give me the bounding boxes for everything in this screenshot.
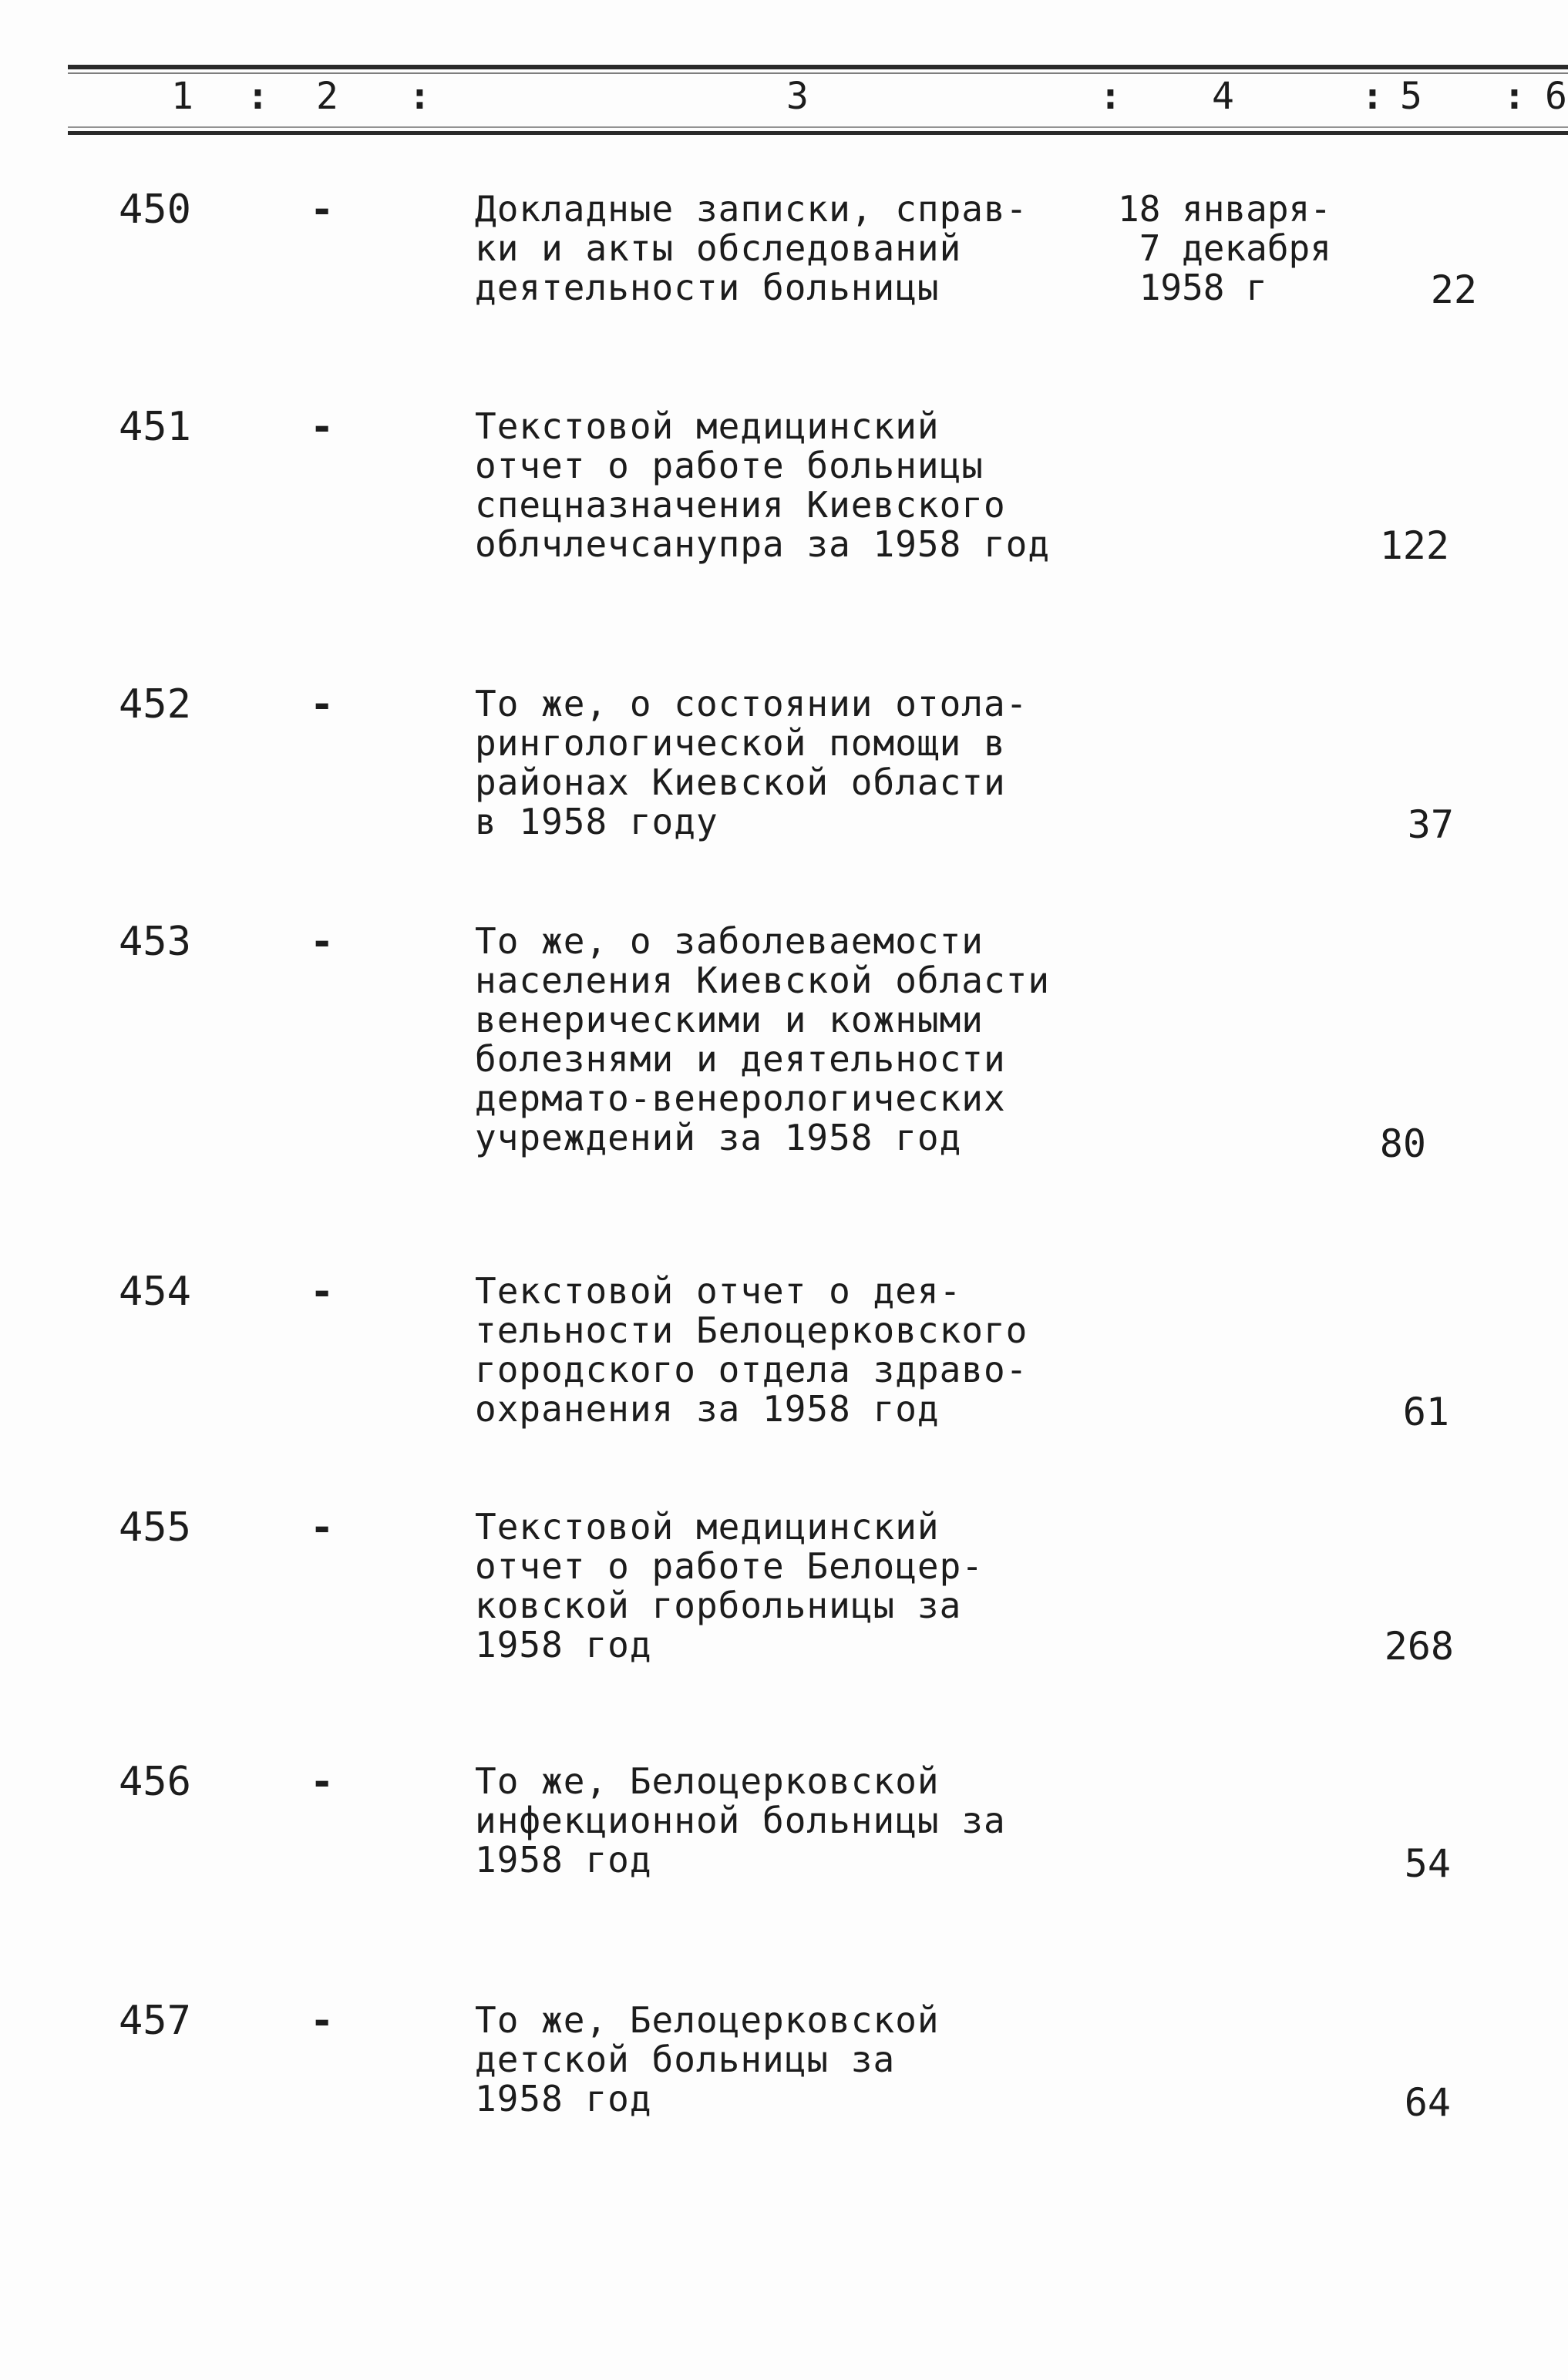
item-sheet-count: 268 [1384,1624,1454,1669]
item-number: 455 [119,1504,191,1551]
item-number: 453 [119,919,191,965]
header-bottom-rule [68,131,1568,135]
item-dash: - [310,681,335,728]
item-number: 452 [119,681,191,728]
item-title-line: То же, Белоцерковской [475,1999,940,2041]
item-title-line: Докладные записки, справ- [475,188,1028,230]
item-dash: - [310,1759,335,1805]
item-title-line: венерическими и кожными [475,999,984,1040]
item-title-line: болезнями и деятельности [475,1038,1006,1080]
column-separator: : [409,75,431,118]
column-header-1: 1 [171,75,193,118]
item-title-line: в 1958 году [475,801,718,842]
item-sheet-count: 80 [1379,1121,1426,1166]
column-header-5: 5 [1400,75,1422,118]
item-date-line: 7 декабря [1118,227,1331,269]
item-title [475,1508,1130,1665]
item-dates [1118,190,1331,308]
item-title-line: учреждений за 1958 год [475,1117,962,1158]
item-title-line: рингологической помощи в [475,722,1006,764]
column-separator: : [1503,75,1526,118]
item-title-line: 1958 год [475,2078,652,2119]
column-separator: : [247,75,269,118]
item-sheet-count: 54 [1404,1841,1451,1886]
item-dash: - [310,1269,335,1315]
item-sheet-count: 61 [1402,1390,1449,1434]
item-title-line: Текстовой медицинский [475,405,940,447]
item-number: 457 [119,1998,191,2044]
column-header-4: 4 [1212,75,1234,118]
item-number: 450 [119,187,191,233]
item-number: 451 [119,404,191,450]
item-title-line: населения Киевской области [475,960,1051,1001]
column-separator: : [1099,75,1122,118]
item-title-line: спецназначения Киевского [475,484,1006,526]
item-sheet-count: 64 [1404,2080,1451,2125]
item-title [475,407,1130,564]
item-title-line: То же, о заболеваемости [475,920,984,962]
item-title [475,1272,1130,1429]
item-title-line: инфекционной больницы за [475,1800,1006,1841]
item-title-line: отчет о работе Белоцер- [475,1545,984,1587]
item-title-line: 1958 год [475,1839,652,1881]
item-sheet-count: 22 [1430,267,1477,312]
item-dash: - [310,919,335,965]
item-title-line: То же, о состоянии отола- [475,683,1028,724]
item-title-line: районах Киевской области [475,761,1006,803]
item-title-line: детской больницы за [475,2039,896,2080]
item-title-line: То же, Белоцерковской [475,1760,940,1802]
item-title-line: Текстовой медицинский [475,1506,940,1548]
column-header-6: 6 [1545,75,1567,118]
item-title-line: отчет о работе больницы [475,445,984,486]
item-title-line: 1958 год [475,1624,652,1666]
header-bottom-rule-thin [68,126,1568,128]
column-header-2: 2 [316,75,338,118]
item-dash: - [310,1504,335,1551]
item-title [475,922,1130,1158]
item-title [475,190,1130,308]
item-dash: - [310,404,335,450]
item-title-line: тельности Белоцерковского [475,1309,1028,1351]
item-title-line: дермато-венерологических [475,1077,1006,1119]
item-dash: - [310,1998,335,2044]
item-date-line: 1958 г [1118,267,1267,308]
column-header-row [0,69,1568,123]
item-title-line: Текстовой отчет о дея- [475,1270,962,1312]
item-dash: - [310,187,335,233]
column-header-3: 3 [786,75,809,118]
item-title-line: облчлечсанупра за 1958 год [475,523,1051,565]
item-date-line: 18 января- [1118,188,1331,230]
item-title-line: деятельности больницы [475,267,940,308]
item-title [475,1762,1130,1880]
item-title-line: ковской горбольницы за [475,1585,962,1626]
item-title [475,684,1130,842]
column-separator: : [1361,75,1384,118]
item-sheet-count: 37 [1407,802,1454,847]
item-number: 456 [119,1759,191,1805]
item-number: 454 [119,1269,191,1315]
item-title-line: охранения за 1958 год [475,1388,940,1430]
item-title-line: городского отдела здраво- [475,1349,1028,1390]
item-sheet-count: 122 [1379,523,1449,568]
item-title [475,2001,1130,2119]
item-title-line: ки и акты обследований [475,227,962,269]
